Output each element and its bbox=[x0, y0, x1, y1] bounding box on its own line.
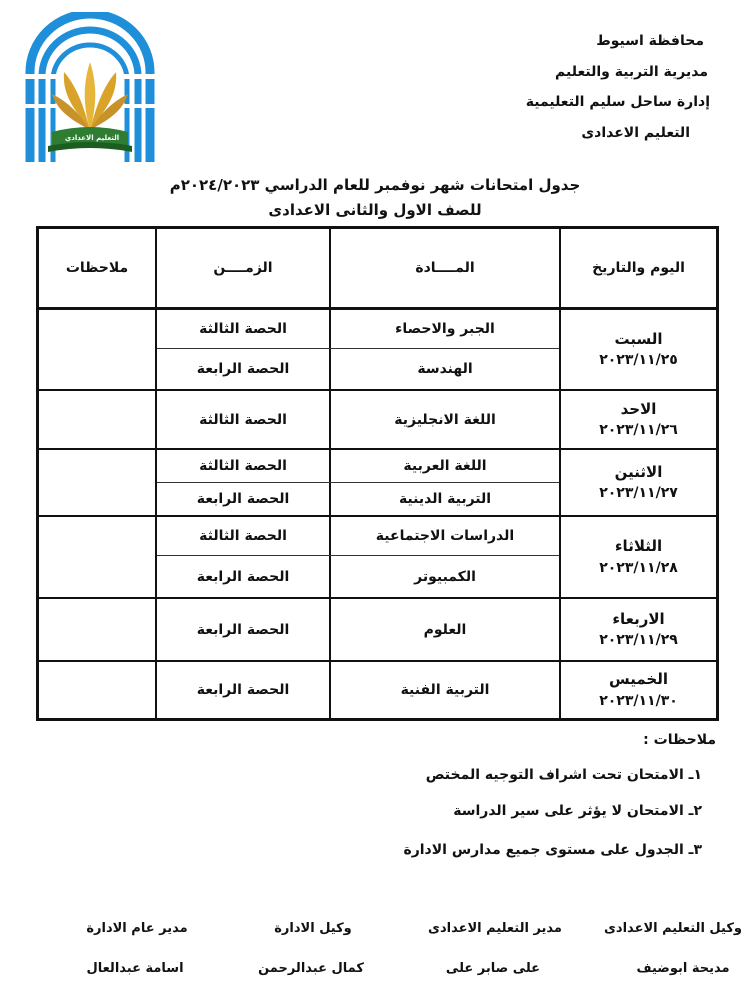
schedule-title: جدول امتحانات شهر نوفمبر للعام الدراسي ٢٠٢٤/٢٠٢٣م bbox=[169, 176, 581, 194]
day-name: الاربعاء bbox=[612, 609, 665, 628]
time-cell: الحصة الثالثة bbox=[199, 411, 287, 428]
note-item: ٢ـ الامتحان لا يؤثر على سير الدراسة bbox=[453, 803, 702, 819]
time-cell: الحصة الثالثة bbox=[199, 321, 287, 337]
day-cell bbox=[561, 391, 716, 448]
subject-cell: الكمبيوتر bbox=[414, 568, 476, 585]
day-cell bbox=[561, 310, 716, 389]
header-administration: إدارة ساحل سليم التعليمية bbox=[525, 94, 710, 110]
day-cell bbox=[561, 662, 716, 718]
subject-cell: اللغة الانجليزية bbox=[394, 411, 496, 428]
subject-cell: الجبر والاحصاء bbox=[395, 321, 495, 337]
day-date: ٢٠٢٣/١١/٢٨ bbox=[599, 559, 678, 576]
day-name: الثلاثاء bbox=[614, 537, 663, 556]
subject-cell: التربية الدينية bbox=[398, 491, 492, 507]
subject-cell: الهندسة bbox=[417, 361, 473, 377]
day-date: ٢٠٢٣/١١/٢٧ bbox=[599, 485, 678, 502]
time-cell: الحصة الرابعة bbox=[196, 491, 290, 507]
header-notes: ملاحظات bbox=[65, 260, 129, 276]
subject-cell: الدراسات الاجتماعية bbox=[375, 528, 515, 544]
header-governorate: محافظة اسيوط bbox=[596, 33, 704, 49]
signature-title: مدير عام الادارة bbox=[86, 921, 188, 936]
day-date: ٢٠٢٣/١١/٢٦ bbox=[599, 422, 678, 439]
day-name: الاحد bbox=[620, 399, 657, 418]
schedule-subtitle: للصف الاول والثانى الاعدادى bbox=[268, 201, 482, 219]
header-time: الزمــــن bbox=[213, 260, 273, 276]
header-department: التعليم الاعدادى bbox=[581, 125, 690, 141]
signature-name: مديحة ابوضيف bbox=[636, 961, 730, 976]
day-date: ٢٠٢٣/١١/٣٠ bbox=[599, 692, 678, 709]
header-subject: المــــادة bbox=[415, 260, 475, 276]
signature-name: كمال عبدالرحمن bbox=[258, 961, 364, 976]
header-directorate: مديرية التربية والتعليم bbox=[555, 64, 708, 80]
subject-cell: اللغة العربية bbox=[403, 458, 487, 474]
note-item: ٣ـ الجدول على مستوى جميع مدارس الادارة bbox=[403, 842, 702, 858]
day-name: الخميس bbox=[609, 670, 668, 689]
exam-schedule-table bbox=[36, 226, 719, 721]
day-name: السبت bbox=[614, 329, 663, 348]
day-cell bbox=[561, 450, 716, 515]
header-day-date: اليوم والتاريخ bbox=[592, 260, 685, 276]
signature-name: اسامة عبدالعال bbox=[86, 961, 184, 976]
subject-cell: العلوم bbox=[423, 621, 467, 638]
day-date: ٢٠٢٣/١١/٢٩ bbox=[599, 632, 678, 649]
time-cell: الحصة الثالثة bbox=[199, 528, 287, 544]
signature-name: على صابر على bbox=[445, 961, 541, 976]
day-cell bbox=[561, 517, 716, 597]
signature-title: وكيل الادارة bbox=[274, 921, 352, 936]
time-cell: الحصة الرابعة bbox=[196, 361, 290, 377]
notes-heading: ملاحظات : bbox=[643, 732, 716, 748]
day-date: ٢٠٢٣/١١/٢٥ bbox=[599, 352, 678, 369]
day-cell bbox=[561, 599, 716, 660]
subject-cell: التربية الفنية bbox=[400, 682, 490, 698]
logo-text: التعليم الاعدادي bbox=[64, 134, 120, 142]
signature-title: وكيل التعليم الاعدادى bbox=[604, 921, 742, 936]
time-cell: الحصة الرابعة bbox=[196, 682, 290, 698]
time-cell: الحصة الثالثة bbox=[199, 458, 287, 474]
time-cell: الحصة الرابعة bbox=[196, 568, 290, 585]
note-item: ١ـ الامتحان تحت اشراف التوجيه المختص bbox=[425, 767, 702, 783]
time-cell: الحصة الرابعة bbox=[196, 621, 290, 638]
signature-title: مدير التعليم الاعدادى bbox=[428, 921, 562, 936]
day-name: الاثنين bbox=[614, 462, 663, 481]
